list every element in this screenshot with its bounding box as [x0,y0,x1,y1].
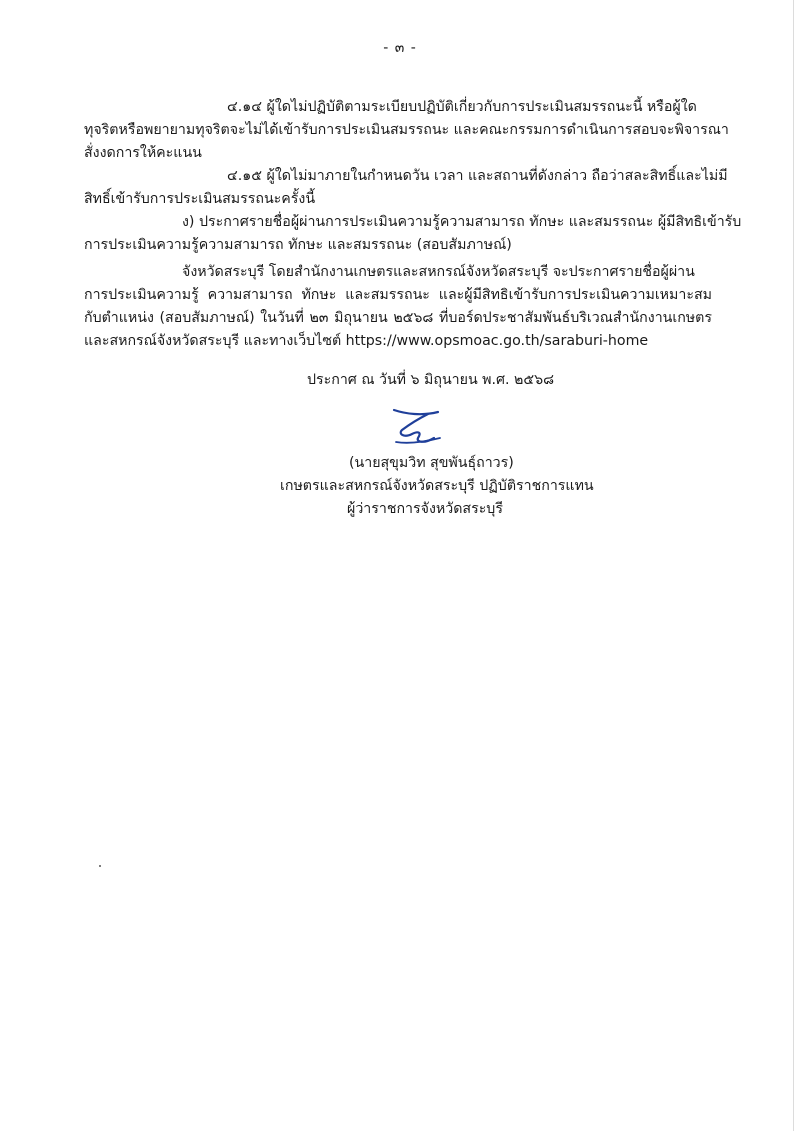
announcement-line-1: จังหวัดสระบุรี โดยสำนักงานเกษตรและสหกรณ์จังหวัดสระบุรี จะประกาศรายชื่อผู้ผ่าน [182,264,695,280]
handwritten-signature [388,402,448,452]
page-edge-line [793,0,794,1131]
paragraph-4-15-line-2: สิทธิ์เข้ารับการประเมินสมรรถนะครั้งนี้ [84,191,316,207]
announce-date: ประกาศ ณ วันที่ ๖ มิถุนายน พ.ศ. ๒๕๖๘ [307,372,555,388]
signatory-position-2: ผู้ว่าราชการจังหวัดสระบุรี [347,501,503,517]
paragraph-4-15-line-1: ๔.๑๕ ผู้ใดไม่มาภายในกำหนดวัน เวลา และสถานที่ดังกล่าว ถือว่าสละสิทธิ์และไม่มี [227,168,728,184]
paragraph-4-14-line-2: ทุจริตหรือพยายามทุจริตจะไม่ได้เข้ารับการประเมินสมรรถนะ และคณะกรรมการดำเนินการสอบจะพิจารณา [84,122,729,138]
page-number: - ๓ - [383,40,417,56]
paragraph-4-14-line-1: ๔.๑๔ ผู้ใดไม่ปฏิบัติตามระเบียบปฏิบัติเกี่ยวกับการประเมินสมรรถนะนี้ หรือผู้ใด [227,99,697,115]
signatory-name: (นายสุขุมวิท สุขพันธุ์ถาวร) [349,455,514,471]
stray-mark [99,865,101,867]
announcement-line-3: กับตำแหน่ง (สอบสัมภาษณ์) ในวันที่ ๒๓ มิถุนายน ๒๕๖๘ ที่บอร์ดประชาสัมพันธ์บริเวณสำนักงานเกษตร [84,310,712,326]
section-ng-line-2: การประเมินความรู้ความสามารถ ทักษะ และสมรรถนะ (สอบสัมภาษณ์) [84,237,512,253]
section-ng-line-1: ง) ประกาศรายชื่อผู้ผ่านการประเมินความรู้ความสามารถ ทักษะ และสมรรถนะ ผู้มีสิทธิเข้ารับ [182,214,742,230]
paragraph-4-14-line-3: สั่งงดการให้คะแนน [84,145,202,161]
signatory-position-1: เกษตรและสหกรณ์จังหวัดสระบุรี ปฏิบัติราชการแทน [280,478,594,494]
announcement-line-2: การประเมินความรู้ ความสามารถ ทักษะ และสมรรถนะ และผู้มีสิทธิเข้ารับการประเมินความเหมาะสม [84,287,712,303]
announcement-line-4: และสหกรณ์จังหวัดสระบุรี และทางเว็บไซต์ https://www.opsmoac.go.th/saraburi-home [84,333,649,349]
